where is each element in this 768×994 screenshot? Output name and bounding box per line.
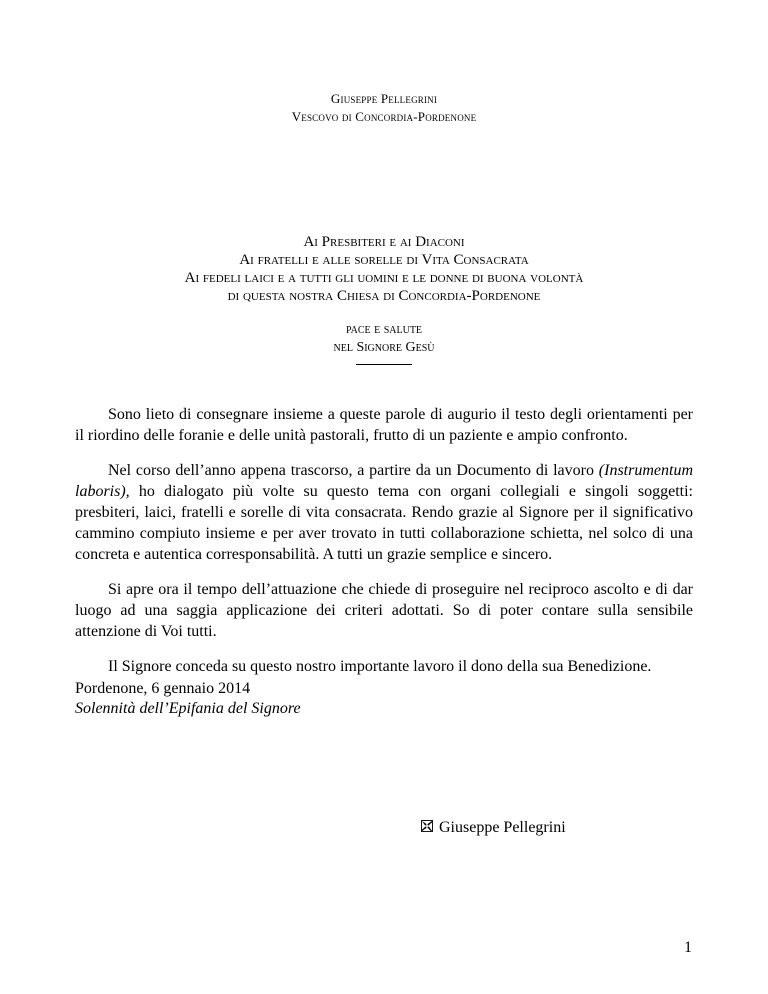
place-date: Pordenone, 6 gennaio 2014: [75, 680, 251, 697]
greeting-block: [0, 321, 768, 365]
author-role: Vescovo di Concordia-Pordenone: [291, 109, 477, 124]
signature-name: Giuseppe Pellegrini: [439, 819, 566, 836]
address-line-2: Ai fratelli e alle sorelle di Vita Consacrata: [239, 252, 529, 268]
feast-day: Solennità dell’Epifania del Signore: [75, 700, 301, 717]
author-name: Giuseppe Pellegrini: [330, 91, 438, 106]
cross-pattee-icon: [421, 820, 433, 832]
address-line-3: Ai fedeli laici e a tutti gli uomini e le donne di buona volontà: [184, 270, 584, 286]
page-number: 1: [684, 939, 692, 956]
instrumentum-laboris-term: (Instrumentum laboris),: [75, 462, 693, 500]
paragraph-1: Sono lieto di consegnare insieme a queste parole di augurio il testo degli orientamenti per il riordino delle foranie e delle unità pastorali, frutto di un paziente e ampio confronto.: [75, 406, 693, 444]
letter-body: [75, 404, 693, 677]
paragraph-2: [75, 460, 693, 565]
paragraph-2-text-a: Nel corso dell’anno appena trascorso, a partire da un Documento di lavoro: [108, 462, 599, 479]
greeting-line-1: pace e salute: [345, 322, 423, 337]
signature: [421, 818, 566, 838]
address-line-4: di questa nostra Chiesa di Concordia-Pordenone: [227, 288, 541, 304]
divider-rule: [356, 364, 412, 365]
letterhead: [0, 90, 768, 126]
paragraph-2-text-b: ho dialogato più volte su questo tema con organi collegiali e singoli soggetti: presbiteri, laici, fratelli e sorelle di vita consacrata. Rendo grazie al Signore per il significativo cammino compiuto insieme e per aver trovato in tutti collaborazione schietta, nel solco di una concreta e autentica corresponsabilità. A tutti un grazie semplice e sincero.: [75, 483, 693, 563]
paragraph-4: Il Signore conceda su questo nostro importante lavoro il dono della sua Benedizione.: [108, 658, 652, 675]
closing-block: [75, 679, 475, 719]
greeting-line-2: nel Signore Gesù: [333, 340, 435, 355]
paragraph-3: Si apre ora il tempo dell’attuazione che chiede di proseguire nel reciproco ascolto e di dar luogo ad una saggia applicazione dei criteri adottati. So di poter contare sulla sensibile attenzione di Voi tutti.: [75, 581, 693, 640]
address-line-1: Ai Presbiteri e ai Diaconi: [303, 234, 465, 250]
address-block: [0, 233, 768, 305]
